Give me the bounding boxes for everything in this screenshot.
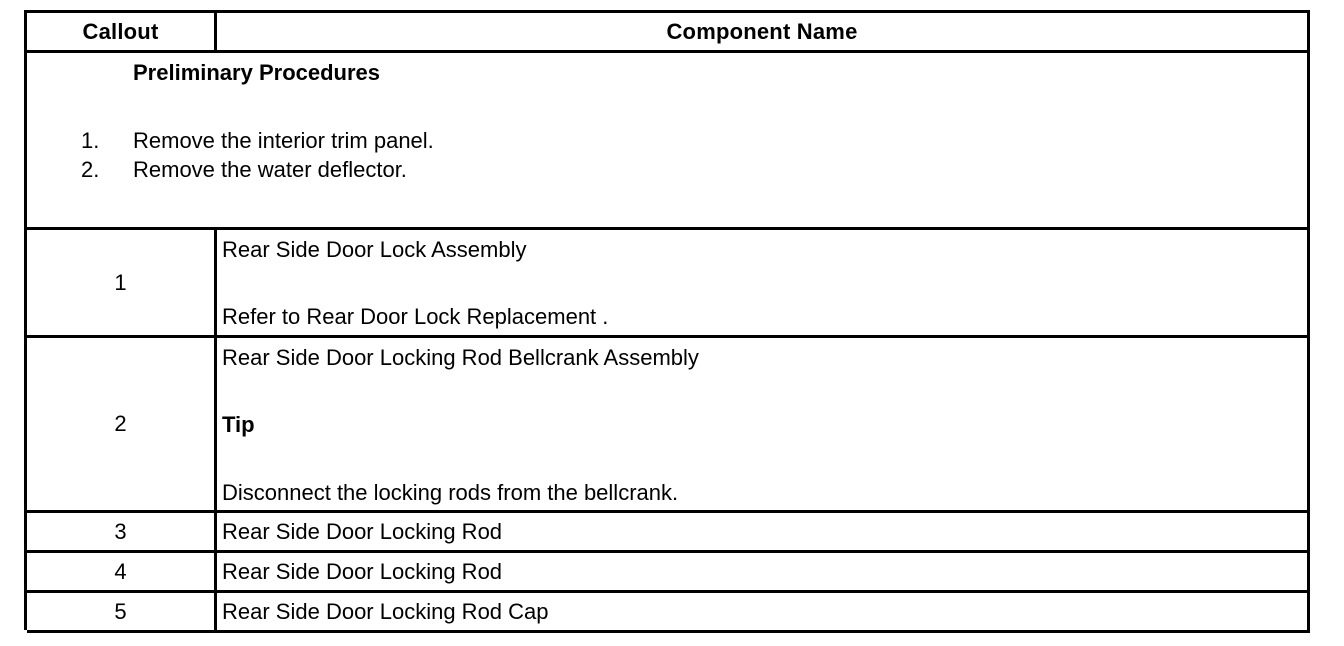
table-row [27,513,1310,553]
callout-number: 5 [27,593,217,630]
component-name: Rear Side Door Lock Assembly [222,237,527,262]
component-name: Rear Side Door Locking Rod [222,519,503,544]
component-table [24,10,1310,630]
preliminary-procedures-row [27,53,1310,230]
component-name-cell [217,230,1310,335]
preliminary-step [81,128,434,154]
step-text: Remove the interior trim panel. [133,128,434,153]
callout-column-header: Callout [27,13,217,50]
component-name-cell [217,513,1310,550]
component-name: Rear Side Door Locking Rod Cap [222,599,549,624]
component-name-column-header: Component Name [217,13,1310,50]
component-name-cell [217,593,1310,630]
header-row [27,13,1310,53]
tip-label: Tip [222,412,255,437]
preliminary-step [81,157,407,183]
callout-number: 3 [27,513,217,550]
preliminary-procedures-title: Preliminary Procedures [133,60,381,85]
preliminary-procedures-cell [27,53,1310,227]
component-name-cell [217,553,1310,590]
step-number: 2. [81,157,100,182]
table-row [27,230,1310,338]
step-text: Remove the water deflector. [133,157,407,182]
callout-number: 2 [27,338,217,510]
component-name: Rear Side Door Locking Rod [222,559,503,584]
table-row [27,338,1310,513]
callout-number: 4 [27,553,217,590]
table-row [27,553,1310,593]
step-number: 1. [81,128,100,153]
component-note: Refer to Rear Door Lock Replacement . [222,304,609,329]
table-row [27,593,1310,633]
component-name-cell [217,338,1310,510]
component-note: Disconnect the locking rods from the bellcrank. [222,480,679,505]
component-name: Rear Side Door Locking Rod Bellcrank Assembly [222,345,699,370]
callout-number: 1 [27,230,217,335]
